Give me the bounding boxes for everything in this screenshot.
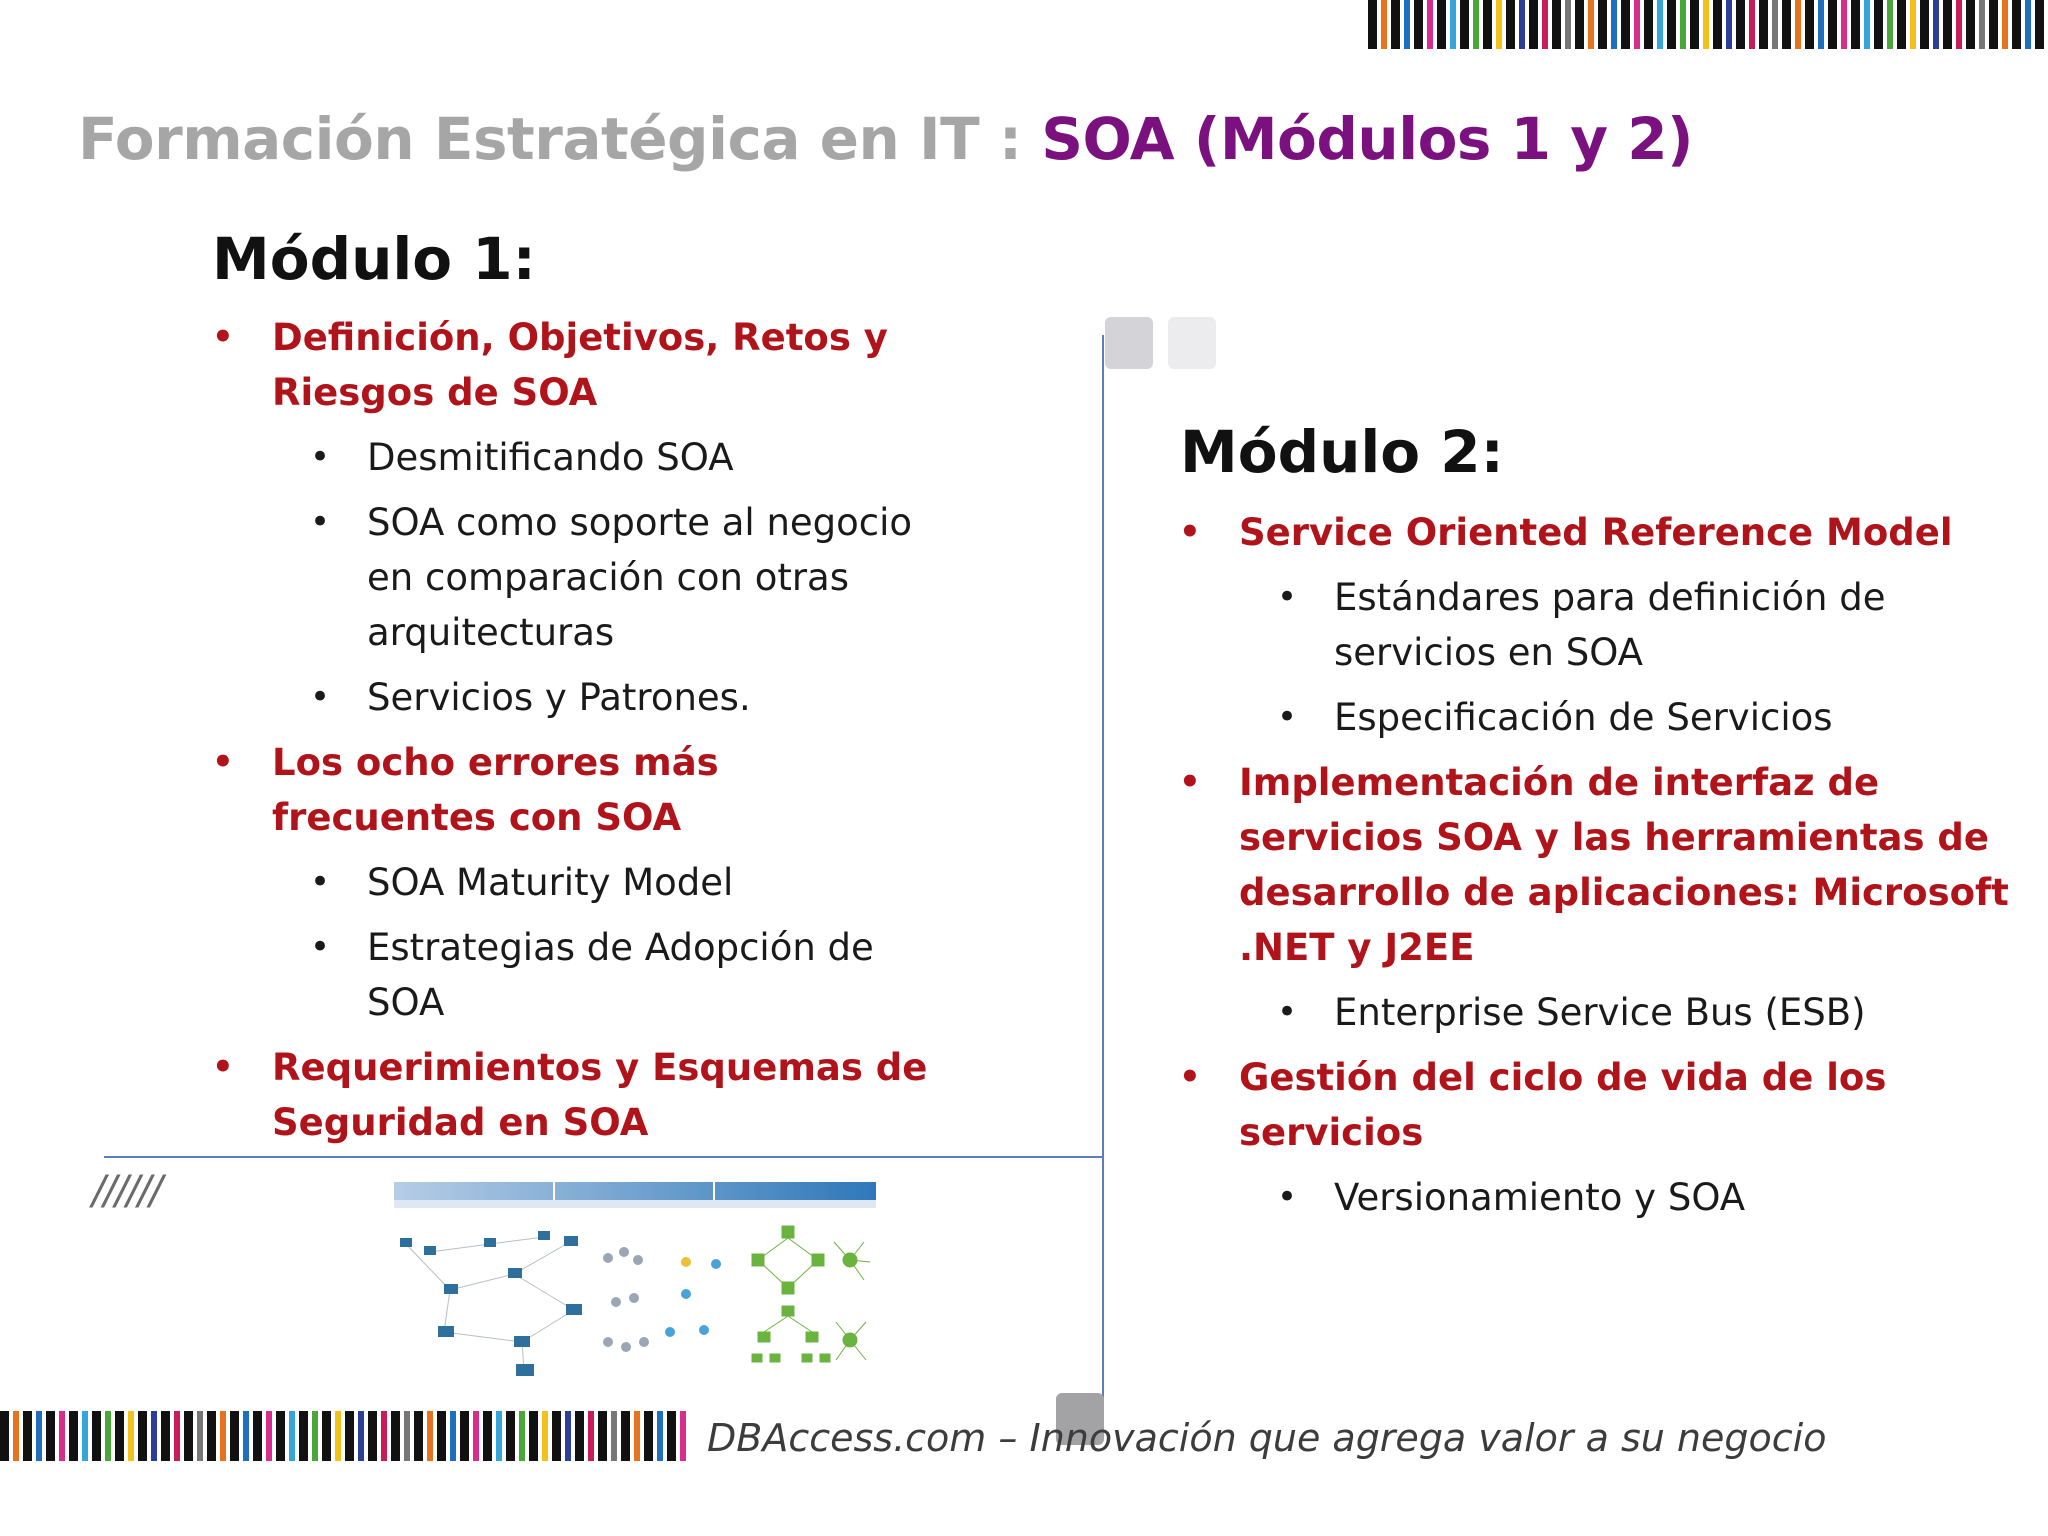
module-2-heading: Módulo 2: (1180, 418, 1504, 486)
decorative-stripes-bottom (0, 1411, 690, 1461)
stripe-bar (552, 1411, 561, 1461)
stripe-bar (13, 1411, 19, 1461)
stripe-bar (460, 1411, 469, 1461)
subtopic-item (1177, 570, 2017, 680)
stripe-bar (1933, 0, 1939, 49)
bullet-icon: • (310, 437, 331, 477)
frame-vertical-line (1102, 335, 1104, 1420)
bullet-icon: • (1277, 992, 1298, 1032)
stripe-bar (1680, 0, 1686, 49)
stripe-bar (1381, 0, 1387, 49)
stripe-bar (322, 1411, 331, 1461)
stripe-bar (1966, 0, 1975, 49)
module-1-list (210, 310, 950, 1160)
stripe-bar (1542, 0, 1548, 49)
bullet-icon: • (310, 502, 331, 542)
frame-square-2 (1168, 317, 1216, 369)
subtopic-item (1177, 985, 2017, 1040)
stripe-bar (565, 1411, 571, 1461)
stripe-bar (1368, 0, 1377, 49)
module-1-heading: Módulo 1: (212, 225, 536, 293)
stripe-bar (404, 1411, 410, 1461)
stripe-bar (1910, 0, 1916, 49)
stripe-bar (276, 1411, 285, 1461)
footer-text: DBAccess.com – Innovación que agrega valor a su negocio (707, 1416, 1827, 1460)
stripe-bar (1979, 0, 1985, 49)
stripe-bar (2025, 0, 2031, 49)
stripe-bar (1690, 0, 1699, 49)
topic-item (1177, 1050, 2017, 1160)
stripe-bar (207, 1411, 216, 1461)
stripe-bar (128, 1411, 134, 1461)
stripe-bar (230, 1411, 239, 1461)
item-text: Definición, Objetivos, Retos y Riesgos de SOA (272, 316, 888, 414)
stripe-bar (1703, 0, 1709, 49)
stripe-bar (1496, 0, 1502, 49)
item-text: Versionamiento y SOA (1334, 1176, 1746, 1219)
stripe-bar (36, 1411, 42, 1461)
bullet-icon: • (310, 927, 331, 967)
stripe-bar (1634, 0, 1640, 49)
stripe-bar (0, 1411, 9, 1461)
stripe-bar (634, 1411, 640, 1461)
stripe-bar (1437, 0, 1446, 49)
stripe-bar (1598, 0, 1607, 49)
decorative-stripes-top (1368, 0, 2048, 49)
stripe-bar (358, 1411, 364, 1461)
stripe-bar (414, 1411, 423, 1461)
stripe-bar (1391, 0, 1400, 49)
stripe-bar (1841, 0, 1847, 49)
stripe-bar (473, 1411, 479, 1461)
stripe-bar (1427, 0, 1433, 49)
item-text: Estándares para definición de servicios en SOA (1334, 576, 1886, 674)
stripe-bar (197, 1411, 203, 1461)
stripe-bar (220, 1411, 226, 1461)
title-prefix: Formación Estratégica en IT : (78, 105, 1042, 173)
stripe-bar (496, 1411, 502, 1461)
stripe-bar (2035, 0, 2044, 49)
stripe-bar (667, 1411, 676, 1461)
item-text: SOA como soporte al negocio en comparación con otras arquitecturas (367, 501, 913, 654)
subtopic-item (210, 495, 950, 660)
item-text: SOA Maturity Model (367, 861, 734, 904)
stripe-bar (335, 1411, 341, 1461)
stripe-bar (2012, 0, 2021, 49)
module-2-list (1177, 505, 2017, 1235)
stripe-bar (368, 1411, 377, 1461)
stripe-bar (1887, 0, 1893, 49)
stripe-bar (1943, 0, 1952, 49)
stripe-bar (1874, 0, 1883, 49)
bullet-icon: • (212, 742, 234, 782)
stripe-bar (345, 1411, 354, 1461)
title-highlight: SOA (Módulos 1 y 2) (1041, 105, 1694, 173)
bullet-icon: • (310, 862, 331, 902)
topic-item (1177, 755, 2017, 975)
stripe-bar (381, 1411, 387, 1461)
stripe-bar (312, 1411, 318, 1461)
stripe-bar (1920, 0, 1929, 49)
bullet-icon: • (212, 1047, 234, 1087)
stripe-bar (519, 1411, 525, 1461)
stripe-bar (483, 1411, 492, 1461)
stripe-bar (1657, 0, 1663, 49)
stripe-bar (82, 1411, 88, 1461)
stripe-bar (1506, 0, 1515, 49)
item-text: Especificación de Servicios (1334, 696, 1833, 739)
stripe-bar (1473, 0, 1479, 49)
stripe-bar (69, 1411, 78, 1461)
stripe-bar (2002, 0, 2008, 49)
stripe-bar (266, 1411, 272, 1461)
stripe-bar (1460, 0, 1469, 49)
bullet-icon: • (212, 317, 234, 357)
stripe-bar (59, 1411, 65, 1461)
stripe-bar (1414, 0, 1423, 49)
stripe-bar (1851, 0, 1860, 49)
stripe-bar (1989, 0, 1998, 49)
stripe-bar (1805, 0, 1814, 49)
subtopic-item (210, 430, 950, 485)
stripe-bar (506, 1411, 515, 1461)
subtopic-item (1177, 1170, 2017, 1225)
stripe-bar (1759, 0, 1768, 49)
stripe-bar (1644, 0, 1653, 49)
stripe-bar (1529, 0, 1538, 49)
stripe-bar (1588, 0, 1594, 49)
item-text: Requerimientos y Esquemas de Seguridad en SOA (272, 1046, 928, 1144)
stripe-bar (1772, 0, 1778, 49)
topic-item (210, 735, 950, 845)
stripe-bar (437, 1411, 446, 1461)
item-text: Los ocho errores más frecuentes con SOA (272, 741, 719, 839)
subtopic-item (210, 670, 950, 725)
stripe-bar (1565, 0, 1571, 49)
slide-title (78, 105, 1693, 173)
stripe-bar (184, 1411, 193, 1461)
item-text: Desmitificando SOA (367, 436, 734, 479)
subtopic-item (210, 855, 950, 910)
stripe-bar (1795, 0, 1801, 49)
stripe-bar (151, 1411, 157, 1461)
bullet-icon: • (1277, 697, 1298, 737)
stripe-bar (105, 1411, 111, 1461)
bullet-icon: • (1179, 1057, 1201, 1097)
stripe-bar (575, 1411, 584, 1461)
stripe-bar (1519, 0, 1525, 49)
stripe-bar (1897, 0, 1906, 49)
stripe-bar (115, 1411, 124, 1461)
stripe-bar (1621, 0, 1630, 49)
stripe-bar (1483, 0, 1492, 49)
stripe-bar (299, 1411, 308, 1461)
bullet-icon: • (1277, 1177, 1298, 1217)
subtopic-item (210, 920, 950, 1030)
topic-item (1177, 505, 2017, 560)
stripe-bar (450, 1411, 456, 1461)
item-text: Gestión del ciclo de vida de los servicios (1239, 1056, 1887, 1154)
stripe-bar (1404, 0, 1410, 49)
stripe-bar (644, 1411, 653, 1461)
stripe-bar (289, 1411, 295, 1461)
stripe-bar (1450, 0, 1456, 49)
topic-item (210, 310, 950, 420)
item-text: Estrategias de Adopción de SOA (367, 926, 874, 1024)
bullet-icon: • (1277, 577, 1298, 617)
item-text: Servicios y Patrones. (367, 676, 751, 719)
stripe-bar (427, 1411, 433, 1461)
stripe-bar (23, 1411, 32, 1461)
stripe-bar (1552, 0, 1561, 49)
stripe-bar (1956, 0, 1962, 49)
stripe-bar (529, 1411, 538, 1461)
stripe-bar (1713, 0, 1722, 49)
frame-square-1 (1105, 317, 1153, 369)
stripe-bar (1782, 0, 1791, 49)
stripe-bar (680, 1411, 686, 1461)
subtopic-item (1177, 690, 2017, 745)
slashes-decoration: ////// (92, 1168, 161, 1214)
stripe-bar (243, 1411, 249, 1461)
stripe-bar (1864, 0, 1870, 49)
stripe-bar (1749, 0, 1755, 49)
soa-network-illustration (394, 1182, 876, 1380)
stripe-bar (161, 1411, 170, 1461)
stripe-bar (1726, 0, 1732, 49)
stripe-bar (598, 1411, 607, 1461)
stripe-bar (1828, 0, 1837, 49)
stripe-bar (588, 1411, 594, 1461)
stripe-bar (1575, 0, 1584, 49)
item-text: Service Oriented Reference Model (1239, 511, 1953, 554)
stripe-bar (1818, 0, 1824, 49)
stripe-bar (621, 1411, 630, 1461)
stripe-bar (542, 1411, 548, 1461)
item-text: Implementación de interfaz de servicios SOA y las herramientas de desarrollo de aplicaciones: Microsoft .NET y J2EE (1239, 761, 2009, 969)
stripe-bar (1667, 0, 1676, 49)
bullet-icon: • (1179, 512, 1201, 552)
stripe-bar (46, 1411, 55, 1461)
stripe-bar (391, 1411, 400, 1461)
stripe-bar (1611, 0, 1617, 49)
stripe-bar (657, 1411, 663, 1461)
topic-item (210, 1040, 950, 1150)
stripe-bar (611, 1411, 617, 1461)
stripe-bar (1736, 0, 1745, 49)
frame-horizontal-line (104, 1156, 1102, 1158)
item-text: Enterprise Service Bus (ESB) (1334, 991, 1866, 1034)
bullet-icon: • (310, 677, 331, 717)
stripe-bar (253, 1411, 262, 1461)
bullet-icon: • (1179, 762, 1201, 802)
stripe-bar (174, 1411, 180, 1461)
stripe-bar (138, 1411, 147, 1461)
stripe-bar (92, 1411, 101, 1461)
